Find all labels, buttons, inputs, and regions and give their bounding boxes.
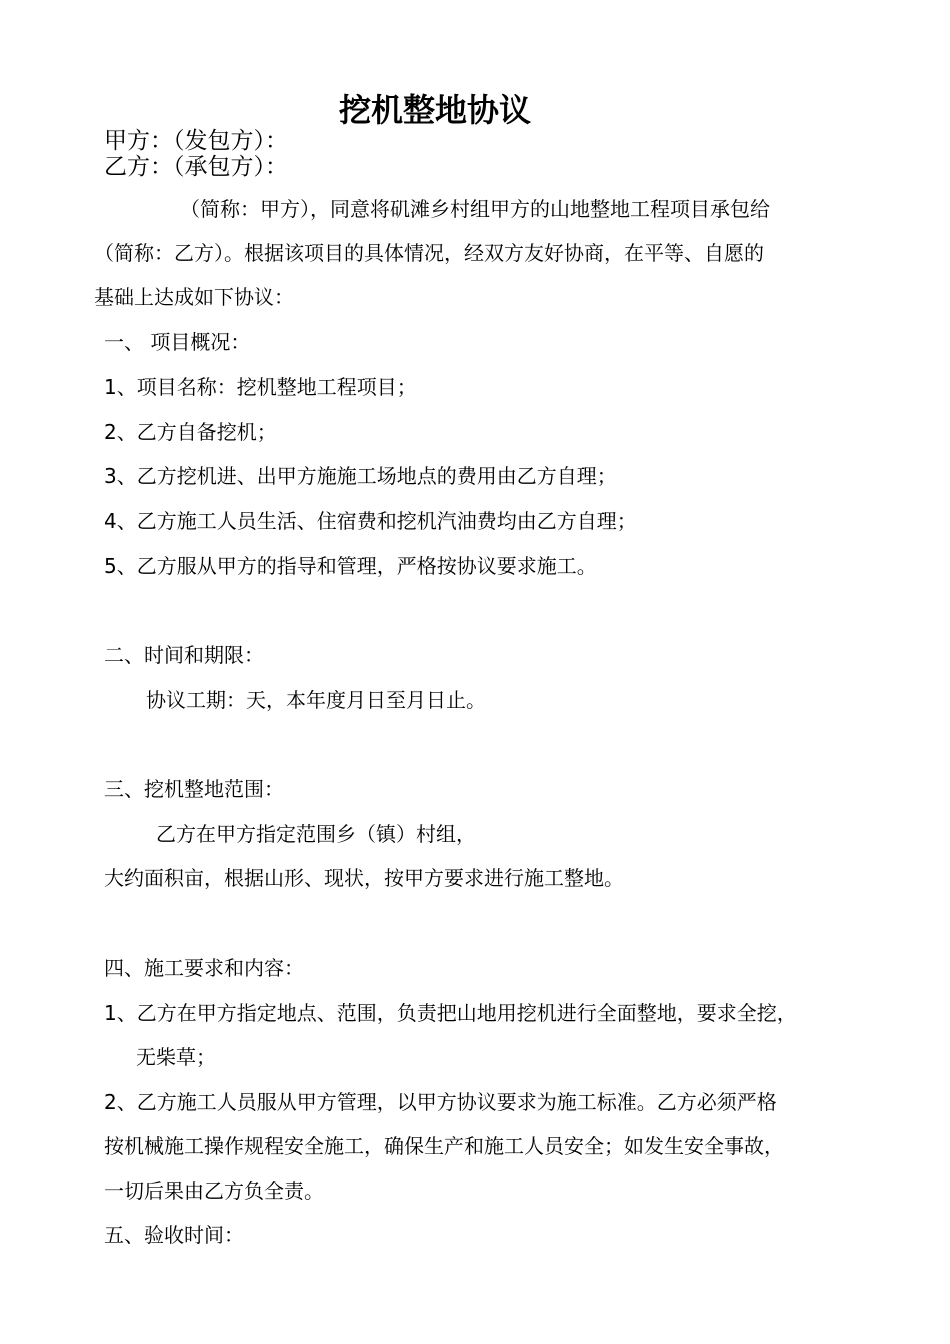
section-4-item-1-line-2: 无柴草； [136,1045,216,1069]
party-b-line: 乙方：（承包方）： [104,154,288,180]
section-4-item-2-line-1: 2、乙方施工人员服从甲方管理，以甲方协议要求为施工标准。乙方必须严格 [104,1090,777,1114]
section-1-item: 1、项目名称：挖机整地工程项目； [104,375,417,399]
section-4-item-1-line-1: 1、乙方在甲方指定地点、范围，负责把山地用挖机进行全面整地，要求全挖， [104,1001,797,1025]
section-1-heading: 一、 项目概况： [104,330,251,354]
section-1-item: 5、乙方服从甲方的指导和管理，严格按协议要求施工。 [104,554,597,578]
section-1-item: 3、乙方挖机进、出甲方施施工场地点的费用由乙方自理； [104,464,617,488]
section-2-body: 协议工期：天，本年度月日至月日止。 [146,688,486,712]
section-3-line-1: 乙方在甲方指定范围乡（镇）村组， [156,822,476,846]
section-4-item-2-line-3: 一切后果由乙方负全责。 [104,1179,324,1203]
section-5-heading: 五、验收时间： [104,1223,244,1247]
intro-line-2: （简称：乙方）。根据该项目的具体情况，经双方友好协商，在平等、自愿的 [94,241,764,265]
intro-line-3: 基础上达成如下协议： [94,285,294,309]
section-3-line-2: 大约面积亩，根据山形、现状，按甲方要求进行施工整地。 [104,866,624,890]
party-a-line: 甲方：（发包方）： [104,128,288,154]
section-4-heading: 四、施工要求和内容： [104,956,304,980]
section-1-item: 4、乙方施工人员生活、住宿费和挖机汽油费均由乙方自理； [104,509,637,533]
section-2-heading: 二、时间和期限： [104,643,264,667]
document-title: 挖机整地协议 [338,91,531,129]
section-3-heading: 三、挖机整地范围： [104,777,284,801]
section-1-item: 2、乙方自备挖机； [104,420,277,444]
intro-line-1: （简称：甲方），同意将矶滩乡村组甲方的山地整地工程项目承包给 [180,197,770,221]
section-4-item-2-line-2: 按机械施工操作规程安全施工，确保生产和施工人员安全；如发生安全事故， [104,1134,784,1158]
